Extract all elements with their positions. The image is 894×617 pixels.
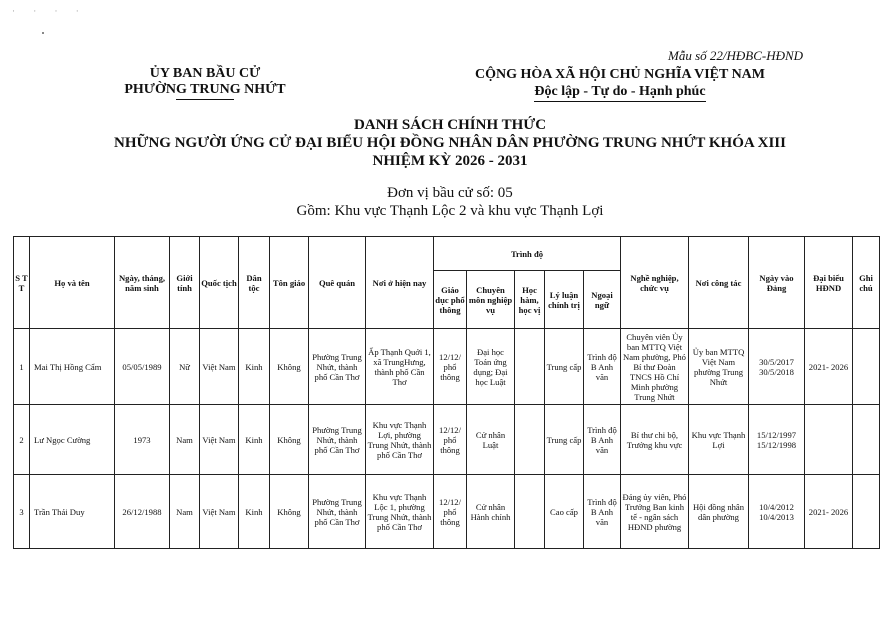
- cell-gender: Nữ: [170, 329, 200, 405]
- title-line-3: NHIỆM KỲ 2026 - 2031: [372, 153, 528, 169]
- cell-council-term: 2021- 2026: [805, 475, 853, 549]
- cell-residence: Ấp Thạnh Quới 1, xã TrungHưng, thành phố Cần Thơ: [366, 329, 434, 405]
- cell-stt: 3: [14, 475, 30, 549]
- cell-ethnicity: Kinh: [239, 329, 270, 405]
- cell-stt: 1: [14, 329, 30, 405]
- cell-workplace: Khu vực Thạnh Lợi: [689, 405, 749, 475]
- title-line-2: NHỮNG NGƯỜI ỨNG CỬ ĐẠI BIỂU HỘI ĐỒNG NHÂN DÂN PHƯỜNG TRUNG NHỨT KHÓA XIII: [114, 135, 786, 151]
- cell-residence: Khu vực Thạnh Lộc 1, phường Trung Nhứt, thành phố Cần Thơ: [366, 475, 434, 549]
- cell-political: Trung cấp: [545, 329, 584, 405]
- cell-workplace: Ủy ban MTTQ Việt Nam phường Trung Nhứt: [689, 329, 749, 405]
- cell-ethnicity: Kinh: [239, 405, 270, 475]
- electoral-unit: [80, 184, 820, 220]
- cell-party-date: 30/5/2017 30/5/2018: [749, 329, 805, 405]
- national-motto: [420, 66, 820, 100]
- cell-dob: 1973: [115, 405, 170, 475]
- scan-speckle: · · · ·: [12, 6, 87, 16]
- cell-note: [853, 329, 880, 405]
- cell-language: Trình độ B Anh văn: [584, 329, 621, 405]
- cell-nationality: Việt Nam: [200, 475, 239, 549]
- col-dob: Ngày, tháng, năm sinh: [115, 237, 170, 329]
- cell-occupation: Đảng ủy viên, Phó Trưởng Ban kinh tế - ngân sách HĐND phường: [621, 475, 689, 549]
- cell-professional: Cử nhân Hành chính: [467, 475, 515, 549]
- cell-academic: [515, 405, 545, 475]
- col-council-term: Đại biểu HĐND: [805, 237, 853, 329]
- cell-nationality: Việt Nam: [200, 405, 239, 475]
- cell-name: Trần Thái Duy: [30, 475, 115, 549]
- cell-party-date: 10/4/2012 10/4/2013: [749, 475, 805, 549]
- col-ethnicity: Dân tộc: [239, 237, 270, 329]
- col-religion: Tôn giáo: [270, 237, 309, 329]
- cell-dob: 05/05/1989: [115, 329, 170, 405]
- cell-hometown: Phường Trung Nhứt, thành phố Cần Thơ: [309, 405, 366, 475]
- unit-number: Đơn vị bầu cử số: 05: [387, 185, 513, 201]
- cell-political: Trung cấp: [545, 405, 584, 475]
- cell-name: Mai Thị Hồng Cẩm: [30, 329, 115, 405]
- nation-motto: Độc lập - Tự do - Hạnh phúc: [534, 84, 706, 99]
- cell-general-edu: 12/12/ phổ thông: [434, 329, 467, 405]
- scan-mark: [42, 32, 44, 34]
- cell-note: [853, 475, 880, 549]
- cell-academic: [515, 329, 545, 405]
- col-academic: Học hàm, học vị: [515, 271, 545, 329]
- col-hometown: Quê quán: [309, 237, 366, 329]
- cell-occupation: Chuyên viên Ủy ban MTTQ Việt Nam phường, Phó Bí thư Đoàn TNCS Hồ Chí Minh phường Trung Nhứt: [621, 329, 689, 405]
- table-row: [14, 329, 880, 405]
- candidate-table: [13, 236, 880, 549]
- cell-hometown: Phường Trung Nhứt, thành phố Cần Thơ: [309, 329, 366, 405]
- col-education-group: Trình độ: [434, 237, 621, 271]
- cell-political: Cao cấp: [545, 475, 584, 549]
- header-row: [14, 237, 880, 271]
- col-workplace: Nơi công tác: [689, 237, 749, 329]
- issuing-organization: [100, 66, 310, 98]
- cell-gender: Nam: [170, 405, 200, 475]
- cell-religion: Không: [270, 329, 309, 405]
- cell-stt: 2: [14, 405, 30, 475]
- col-professional: Chuyên môn nghiệp vụ: [467, 271, 515, 329]
- cell-note: [853, 405, 880, 475]
- col-name: Họ và tên: [30, 237, 115, 329]
- cell-general-edu: 12/12/ phổ thông: [434, 475, 467, 549]
- cell-council-term: 2021- 2026: [805, 329, 853, 405]
- cell-occupation: Bí thư chi bộ, Trưởng khu vực: [621, 405, 689, 475]
- cell-religion: Không: [270, 405, 309, 475]
- cell-ethnicity: Kinh: [239, 475, 270, 549]
- cell-professional: Cử nhân Luật: [467, 405, 515, 475]
- col-party-date: Ngày vào Đảng: [749, 237, 805, 329]
- col-stt: S T T: [14, 237, 30, 329]
- col-general-edu: Giáo dục phổ thông: [434, 271, 467, 329]
- unit-areas: Gồm: Khu vực Thạnh Lộc 2 và khu vực Thạnh Lợi: [296, 203, 604, 219]
- org-line-2: PHƯỜNG TRUNG NHỨT: [124, 82, 286, 97]
- cell-language: Trình độ B Anh văn: [584, 475, 621, 549]
- table-row: [14, 475, 880, 549]
- table-row: [14, 405, 880, 475]
- col-nationality: Quốc tịch: [200, 237, 239, 329]
- cell-religion: Không: [270, 475, 309, 549]
- col-gender: Giới tính: [170, 237, 200, 329]
- org-line-1: ỦY BAN BẦU CỬ: [149, 66, 261, 81]
- col-residence: Nơi ở hiện nay: [366, 237, 434, 329]
- cell-academic: [515, 475, 545, 549]
- cell-council-term: [805, 405, 853, 475]
- col-occupation: Nghề nghiệp, chức vụ: [621, 237, 689, 329]
- form-number: Mẫu số 22/HĐBC-HĐND: [668, 48, 804, 63]
- cell-language: Trình độ B Anh văn: [584, 405, 621, 475]
- cell-residence: Khu vực Thạnh Lợi, phường Trung Nhứt, thành phố Cần Thơ: [366, 405, 434, 475]
- cell-professional: Đại học Toán ứng dụng; Đại học Luật: [467, 329, 515, 405]
- col-political: Lý luận chính trị: [545, 271, 584, 329]
- col-language: Ngoại ngữ: [584, 271, 621, 329]
- col-note: Ghi chú: [853, 237, 880, 329]
- document-title: [80, 116, 820, 170]
- title-line-1: DANH SÁCH CHÍNH THỨC: [353, 117, 547, 133]
- cell-dob: 26/12/1988: [115, 475, 170, 549]
- nation-name: CỘNG HÒA XÃ HỘI CHỦ NGHĨA VIỆT NAM: [474, 67, 765, 82]
- cell-hometown: Phường Trung Nhứt, thành phố Cần Thơ: [309, 475, 366, 549]
- cell-general-edu: 12/12/ phổ thông: [434, 405, 467, 475]
- cell-workplace: Hội đồng nhân dân phường: [689, 475, 749, 549]
- cell-party-date: 15/12/1997 15/12/1998: [749, 405, 805, 475]
- cell-gender: Nam: [170, 475, 200, 549]
- cell-name: Lư Ngọc Cường: [30, 405, 115, 475]
- cell-nationality: Việt Nam: [200, 329, 239, 405]
